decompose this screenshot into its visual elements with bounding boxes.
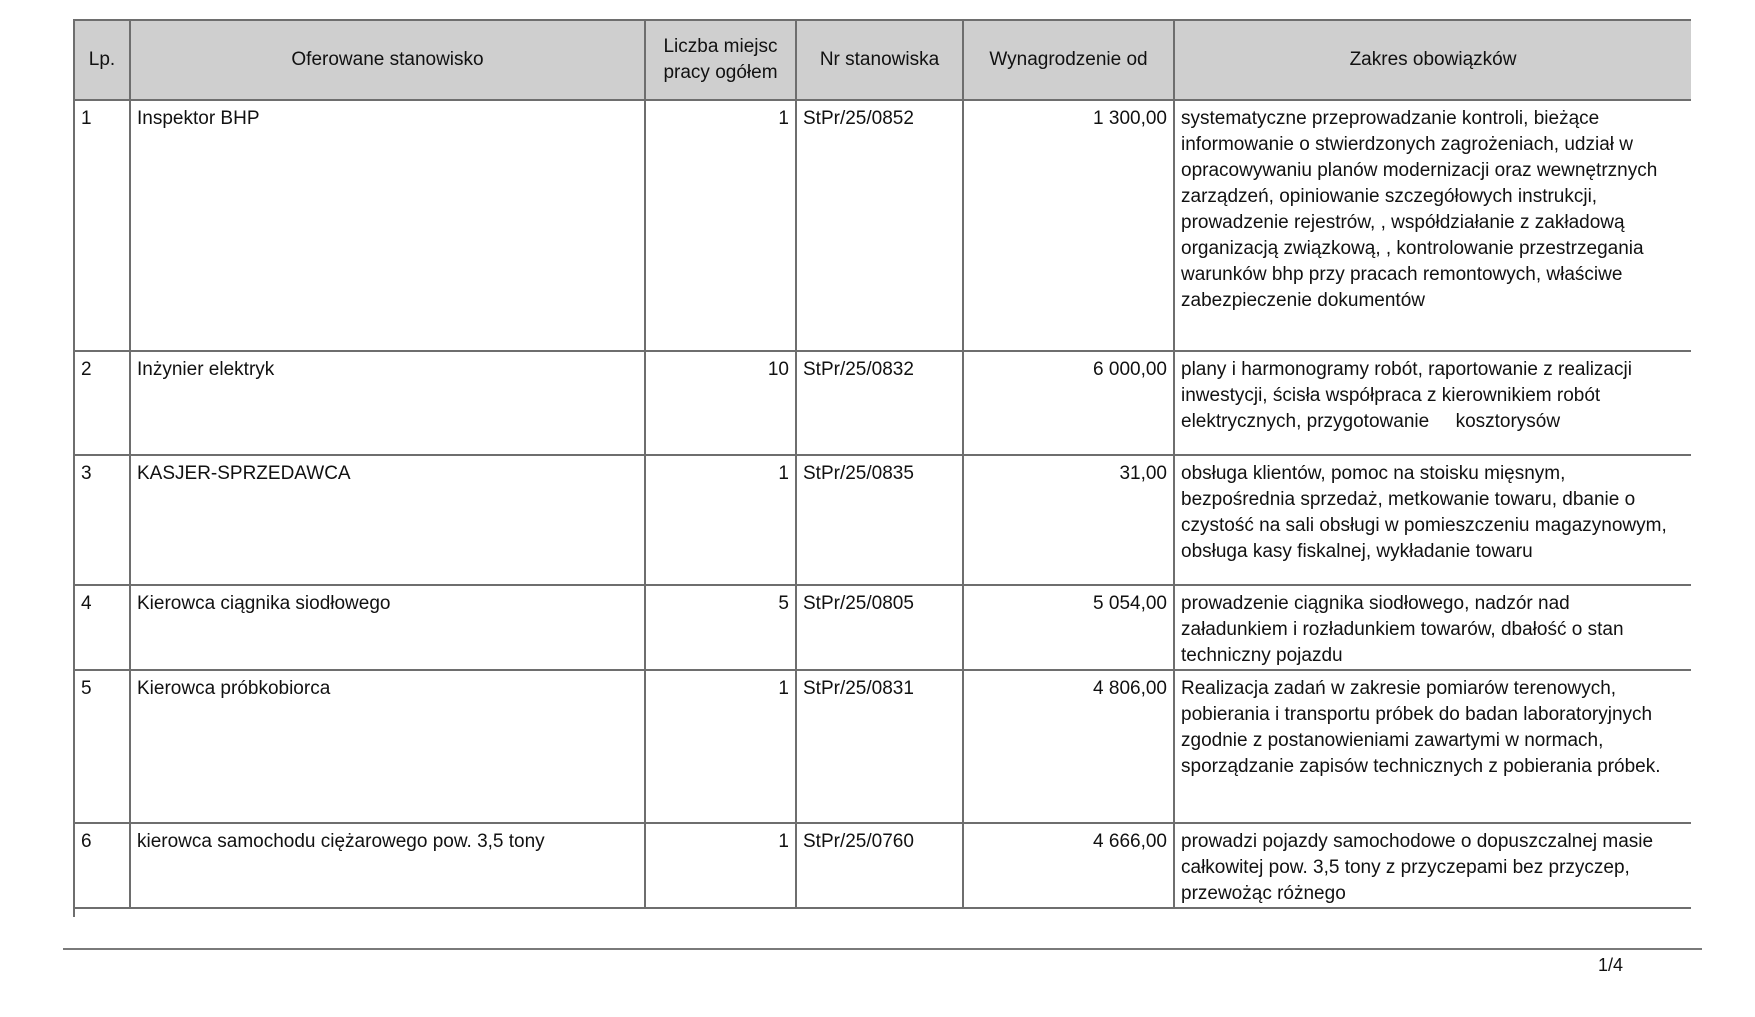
cell-duties: plany i harmonogramy robót, raportowanie z realizacji inwestycji, ścisła współpraca z kierownikiem robót elektrycznych, przygotowanie kosztorysów	[1174, 351, 1691, 455]
table-row	[74, 585, 1691, 670]
page-number: 1/4	[1598, 955, 1624, 975]
cell-salary: 5 054,00	[963, 585, 1174, 670]
cell-position: Kierowca ciągnika siodłowego	[130, 585, 645, 670]
cell-duties: systematyczne przeprowadzanie kontroli, bieżące informowanie o stwierdzonych zagrożeniach, udział w opracowywaniu planów modernizacji oraz wewnętrznych zarządzeń, opiniowanie szczegółowych instrukcji, prowadzenie rejestrów, , współdziałanie z zakładową organizacją związkową, , kontrolowanie przestrzegania warunków bhp przy pracach remontowych, właściwe zabezpieczenie dokumentów	[1174, 100, 1691, 351]
cell-number: StPr/25/0760	[796, 823, 963, 908]
footer-divider	[63, 948, 1702, 950]
cell-salary: 4 806,00	[963, 670, 1174, 823]
cell-salary: 4 666,00	[963, 823, 1174, 908]
cell-duties: obsługa klientów, pomoc na stoisku mięsnym, bezpośrednia sprzedaż, metkowanie towaru, dbanie o czystość na sali obsługi w pomieszczeniu magazynowym, obsługa kasy fiskalnej, wykładanie towaru	[1174, 455, 1691, 585]
cell-salary: 1 300,00	[963, 100, 1174, 351]
header-lp: Lp.	[74, 20, 130, 100]
header-position: Oferowane stanowisko	[130, 20, 645, 100]
cell-position: KASJER-SPRZEDAWCA	[130, 455, 645, 585]
cell-number: StPr/25/0805	[796, 585, 963, 670]
cell-position: Kierowca próbkobiorca	[130, 670, 645, 823]
cell-lp: 1	[74, 100, 130, 351]
cell-position: Inspektor BHP	[130, 100, 645, 351]
table-row	[74, 351, 1691, 455]
cell-places: 10	[645, 351, 796, 455]
header-number: Nr stanowiska	[796, 20, 963, 100]
cell-salary: 6 000,00	[963, 351, 1174, 455]
header-duties: Zakres obowiązków	[1174, 20, 1691, 100]
cell-number: StPr/25/0832	[796, 351, 963, 455]
cell-places: 1	[645, 670, 796, 823]
cell-duties: prowadzenie ciągnika siodłowego, nadzór nad załadunkiem i rozładunkiem towarów, dbałość o stan techniczny pojazdu	[1174, 585, 1691, 670]
cut-off-cell	[74, 908, 1691, 917]
cell-lp: 5	[74, 670, 130, 823]
cell-places: 1	[645, 823, 796, 908]
cell-duties: Realizacja zadań w zakresie pomiarów terenowych, pobierania i transportu próbek do badan laboratoryjnych zgodnie z postanowieniami zawartymi w normach, sporządzanie zapisów technicznych z pobierania próbek.	[1174, 670, 1691, 823]
cell-lp: 2	[74, 351, 130, 455]
table-row	[74, 823, 1691, 908]
job-offers-table	[73, 19, 1691, 917]
table-row	[74, 670, 1691, 823]
table-row	[74, 100, 1691, 351]
cell-places: 1	[645, 455, 796, 585]
table-row-cut-off	[74, 908, 1691, 917]
cell-places: 5	[645, 585, 796, 670]
cell-number: StPr/25/0835	[796, 455, 963, 585]
cell-position: Inżynier elektryk	[130, 351, 645, 455]
cell-lp: 6	[74, 823, 130, 908]
cell-number: StPr/25/0852	[796, 100, 963, 351]
cell-salary: 31,00	[963, 455, 1174, 585]
header-places: Liczba miejsc pracy ogółem	[645, 20, 796, 100]
cell-position: kierowca samochodu ciężarowego pow. 3,5 tony	[130, 823, 645, 908]
cell-places: 1	[645, 100, 796, 351]
table-row	[74, 455, 1691, 585]
header-row	[74, 20, 1691, 100]
cell-duties: prowadzi pojazdy samochodowe o dopuszczalnej masie całkowitej pow. 3,5 tony z przyczepami bez przyczep, przewożąc różnego	[1174, 823, 1691, 908]
cell-lp: 4	[74, 585, 130, 670]
header-salary: Wynagrodzenie od	[963, 20, 1174, 100]
job-offers-table-container	[73, 19, 1691, 917]
cell-lp: 3	[74, 455, 130, 585]
cell-number: StPr/25/0831	[796, 670, 963, 823]
